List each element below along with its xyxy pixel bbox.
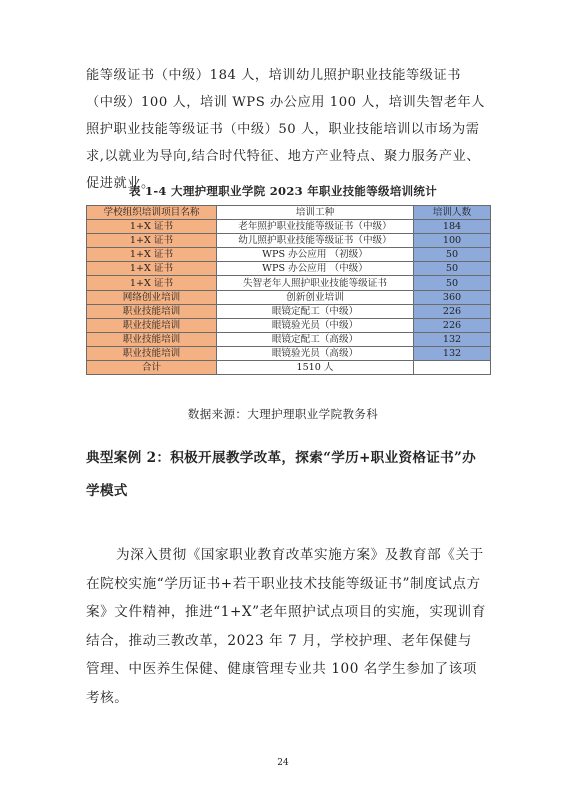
- cell-trade: 老年照护职业技能等级证书（中级）: [217, 220, 414, 234]
- table-row: [87, 262, 491, 276]
- cell-trade: 眼镜验光员（高级）: [217, 346, 414, 360]
- cell-project: 1+X 证书: [87, 276, 217, 290]
- cell-count: 360: [414, 290, 491, 304]
- cell-project: 1+X 证书: [87, 220, 217, 234]
- cell-project: 1+X 证书: [87, 262, 217, 276]
- cell-trade: 失智老年人照护职业技能等级证书: [217, 276, 414, 290]
- cell-count: 132: [414, 346, 491, 360]
- table-row: [87, 234, 491, 248]
- table-row: [87, 248, 491, 262]
- cell-trade: 眼镜定配工（中级）: [217, 304, 414, 318]
- header-project: 学校组织培训项目名称: [87, 206, 217, 220]
- cell-project: 职业技能培训: [87, 332, 217, 346]
- cell-project: 网络创业培训: [87, 290, 217, 304]
- case-heading: 典型案例 2：积极开展教学改革，探索“学历+职业资格证书”办学模式: [86, 450, 477, 499]
- table-row: [87, 276, 491, 290]
- header-count: 培训人数: [414, 206, 491, 220]
- cell-project: 职业技能培训: [87, 304, 217, 318]
- cell-count: 50: [414, 248, 491, 262]
- table-row: [87, 304, 491, 318]
- cell-project: 1+X 证书: [87, 248, 217, 262]
- training-statistics-table: [86, 205, 491, 375]
- cell-count: 226: [414, 304, 491, 318]
- table-row: [87, 318, 491, 332]
- table-header-row: [87, 206, 491, 220]
- total-empty-cell: [414, 361, 491, 375]
- cell-count: 50: [414, 276, 491, 290]
- cell-trade: WPS 办公应用 （中级）: [217, 262, 414, 276]
- page-number: 24: [277, 758, 289, 768]
- table-total-row: [87, 361, 491, 375]
- table-caption: 表 1-4 大理护理职业学院 2023 年职业技能等级培训统计: [128, 184, 438, 198]
- cell-count: 50: [414, 262, 491, 276]
- cell-count: 226: [414, 318, 491, 332]
- total-value: 1510 人: [217, 361, 414, 375]
- cell-trade: 创新创业培训: [217, 290, 414, 304]
- table-row: [87, 220, 491, 234]
- table-row: [87, 290, 491, 304]
- cell-trade: 眼镜验光员（中级）: [217, 318, 414, 332]
- header-trade: 培训工种: [217, 206, 414, 220]
- table-row: [87, 346, 491, 360]
- cell-project: 职业技能培训: [87, 318, 217, 332]
- total-label: 合计: [87, 361, 217, 375]
- cell-count: 184: [414, 220, 491, 234]
- source-note: 数据来源：大理护理职业学院教务科: [187, 407, 379, 421]
- table-row: [87, 332, 491, 346]
- cell-project: 职业技能培训: [87, 346, 217, 360]
- cell-project: 1+X 证书: [87, 234, 217, 248]
- cell-count: 100: [414, 234, 491, 248]
- cell-count: 132: [414, 332, 491, 346]
- cell-trade: 眼镜定配工（高级）: [217, 332, 414, 346]
- cell-trade: 幼儿照护职业技能等级证书（中级）: [217, 234, 414, 248]
- case-paragraph: 为深入贯彻《国家职业教育改革实施方案》及教育部《关于在院校实施“学历证书+若干职业技术技能等级证书”制度试点方案》文件精神，推进“1+X”老年照护试点项目的实施，实现训育结合，推动三教改革，2023 年 7 月，学校护理、老年保健与管理、中医养生保健、健康管理专业共 100 名学生参加了该项考核。: [86, 547, 486, 706]
- intro-paragraph: 能等级证书（中级）184 人，培训幼儿照护职业技能等级证书（中级）100 人，培训 WPS 办公应用 100 人，培训失智老年人照护职业技能等级证书（中级）50 人，职业技能培训以市场为需求,以就业为导向,结合时代特征、地方产业特点、聚力服务产业、促进就业。: [86, 68, 485, 191]
- cell-trade: WPS 办公应用 （初级）: [217, 248, 414, 262]
